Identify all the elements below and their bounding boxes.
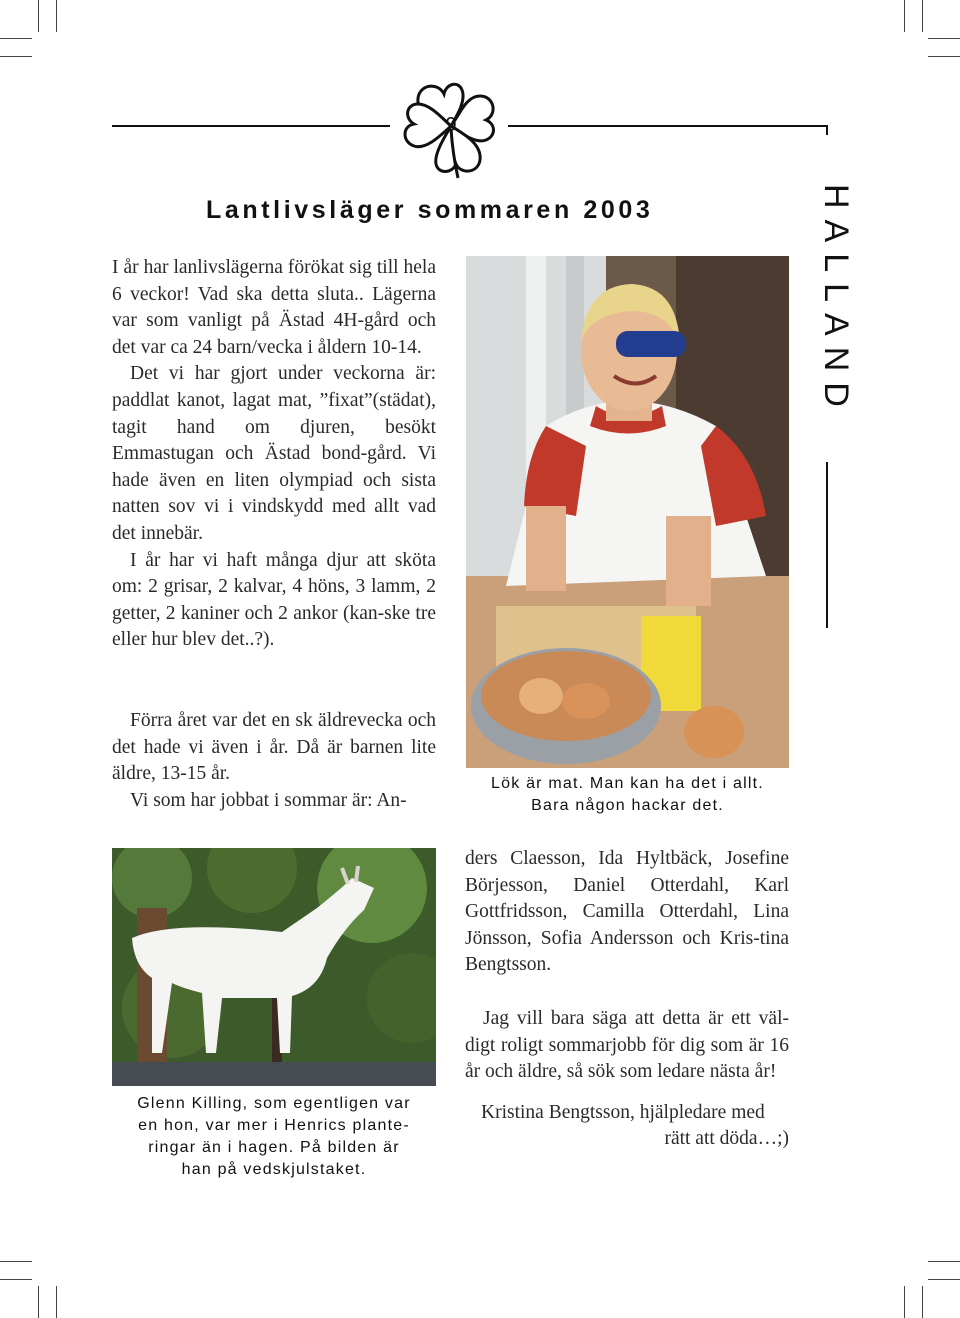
photo-boy-caption-line-2: Bara någon hackar det.: [531, 797, 724, 814]
paragraph-staff-start-text: Vi som har jobbat i sommar är: An-: [130, 789, 407, 811]
signature-line-1: Kristina Bengtsson, hjälpledare med: [481, 1101, 765, 1123]
paragraph-intro: I år har lanlivslägerna förökat sig till hela 6 veckor! Vad ska detta sluta.. Lägerna var som vanligt på Ästad 4H-gård och det var ca 24 barn/vecka i åldern 10-14.: [112, 257, 436, 358]
photo-goat-caption-line-2: en hon, var mer i Henrics plante-: [138, 1117, 410, 1134]
header-rule-right: [508, 125, 828, 127]
photo-boy-caption: [466, 773, 789, 817]
left-column-lower: [112, 708, 436, 814]
paragraph-activities: [112, 361, 436, 547]
paragraph-recruit-text: Jag vill bara säga att detta är ett väl-digt roligt sommarjobb för dig som är 16 år och äldre, så sök som ledare nästa år!: [465, 1008, 789, 1083]
header-rule-corner: [826, 125, 828, 135]
paragraph-staff-continued: ders Claesson, Ida Hyltbäck, Josefine Börjesson, Daniel Otterdahl, Karl Gottfridsson, Camilla Otterdahl, Lina Jönsson, Sofia Andersson och Kris-tina Bengtsson.: [465, 848, 789, 976]
photo-boy-chopping-onions: [466, 256, 789, 768]
paragraph-animals: [112, 548, 436, 654]
signature: [465, 1100, 789, 1153]
right-column: [465, 846, 789, 979]
header-rule-left: [112, 125, 390, 127]
region-label: HALLAND: [817, 184, 855, 418]
page-number: 9: [445, 114, 457, 136]
article-title: Lantlivsläger sommaren 2003: [206, 196, 654, 224]
photo-goat-caption: [112, 1093, 436, 1181]
signature-line-2: rätt att döda…;): [664, 1128, 789, 1150]
photo-goat-caption-line-4: han på vedskjulstaket.: [181, 1161, 367, 1178]
right-column-lower: [465, 1006, 789, 1153]
photo-goat-on-woodshed: [112, 848, 436, 1086]
paragraph-older-week-text: Förra året var det en sk äldrevecka och det hade vi även i år. Då är barnen lite äldre, 13-15 år.: [112, 710, 436, 785]
paragraph-animals-text: I år har vi haft många djur att sköta om: 2 grisar, 2 kalvar, 4 höns, 3 lamm, 2 getter, 2 kaniner och 2 ankor (kan-ske tre eller hur blev det..?).: [112, 549, 436, 651]
photo-goat-caption-line-3: ringar än i hagen. På bilden är: [148, 1139, 400, 1156]
photo-boy-caption-line-1: Lök är mat. Man kan ha det i allt.: [491, 775, 764, 792]
paragraph-activities-text: Det vi har gjort under veckorna är: paddlat kanot, lagat mat, ”fixat”(städat), tagit hand om djuren, besökt Emmastugan och Ästad bond-gård. Vi hade även en liten olympiad och sista natten sov vi i vindskydd med allt vad det innebär.: [112, 363, 436, 544]
left-column: [112, 255, 436, 654]
paragraph-staff-start: [112, 788, 436, 815]
paragraph-recruit: [465, 1006, 789, 1086]
region-rule: [826, 462, 828, 628]
paragraph-older-week: [112, 708, 436, 788]
photo-goat-caption-line-1: Glenn Killing, som egentligen var: [137, 1095, 411, 1112]
